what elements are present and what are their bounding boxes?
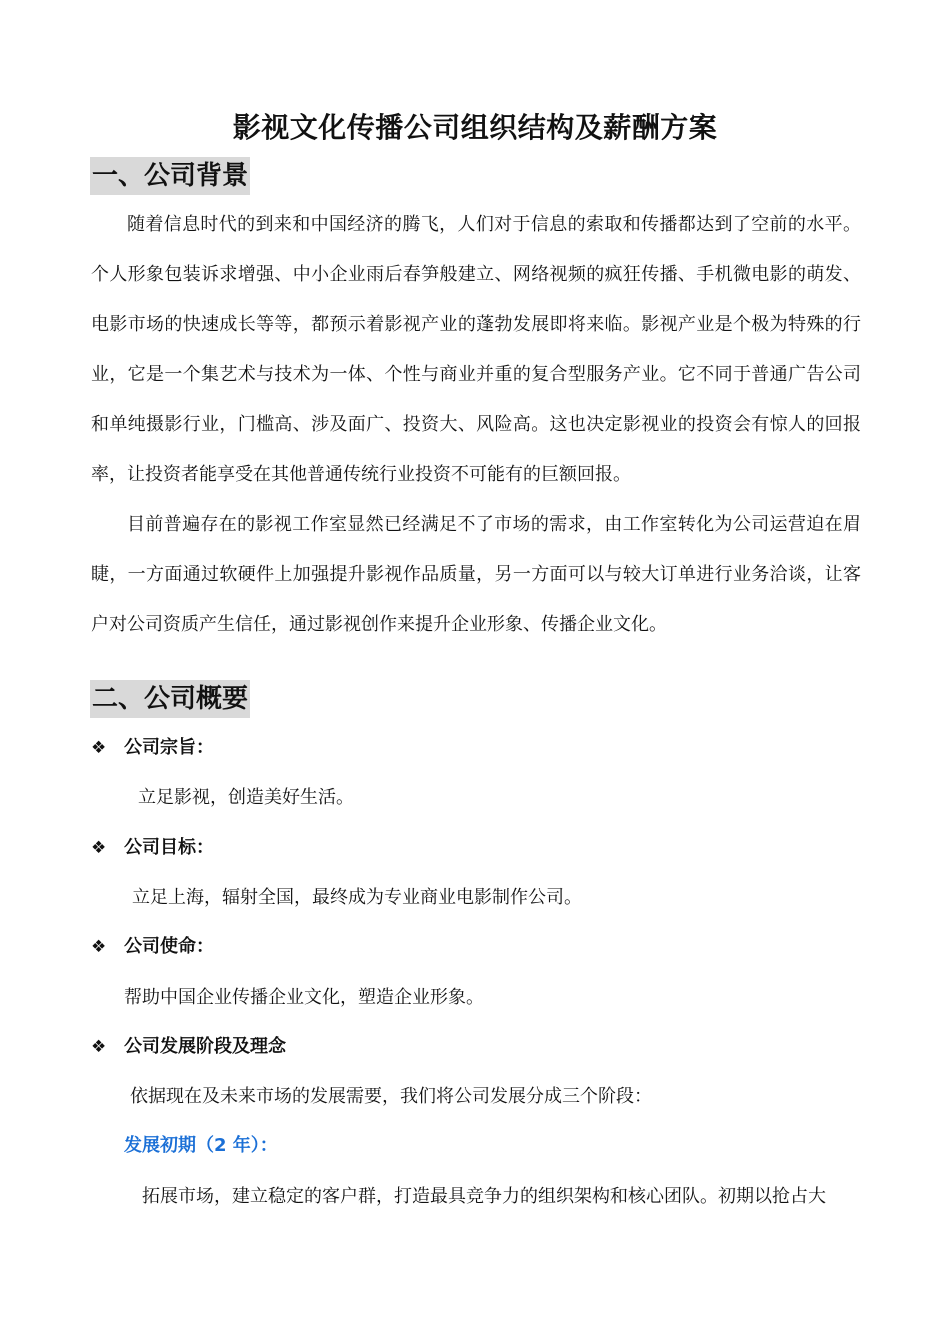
mission-text: 帮助中国企业传播企业文化，塑造企业形象。 <box>124 987 484 1008</box>
stage-initial-text: 拓展市场，建立稳定的客户群，打造最具竞争力的组织架构和核心团队。初期以抢占大 <box>142 1186 826 1207</box>
bullet-purpose <box>91 735 214 761</box>
section-heading-background: 一、公司背景 <box>90 157 250 195</box>
diamond-bullet-icon: ❖ <box>91 838 107 858</box>
purpose-text: 立足影视，创造美好生活。 <box>138 787 354 808</box>
background-paragraph-1: 随着信息时代的到来和中国经济的腾飞，人们对于信息的索取和传播都达到了空前的水平。个人形象包装诉求增强、中小企业雨后春笋般建立、网络视频的疯狂传播、手机微电影的萌发、电影市场的快速成长等等，都预示着影视产业的蓬勃发展即将来临。影视产业是个极为特殊的行业，它是一个集艺术与技术为一体、个性与商业并重的复合型服务产业。它不同于普通广告公司和单纯摄影行业，门槛高、涉及面广、投资大、风险高。这也决定影视业的投资会有惊人的回报率，让投资者能享受在其他普通传统行业投资不可能有的巨额回报。 <box>91 214 861 485</box>
diamond-bullet-icon: ❖ <box>91 738 107 758</box>
stages-intro-text: 依据现在及未来市场的发展需要，我们将公司发展分成三个阶段： <box>130 1086 652 1107</box>
diamond-bullet-icon: ❖ <box>91 1037 107 1057</box>
bullet-label: 公司使命： <box>124 936 214 957</box>
goal-text: 立足上海，辐射全国，最终成为专业商业电影制作公司。 <box>132 887 582 908</box>
bullet-label: 公司目标： <box>124 837 214 858</box>
document-title: 影视文化传播公司组织结构及薪酬方案 <box>232 111 718 144</box>
bullet-mission <box>91 934 214 960</box>
bullet-goal <box>91 835 214 861</box>
stage-initial-label: 发展初期（2 年）： <box>124 1135 278 1156</box>
section-heading-overview: 二、公司概要 <box>90 680 250 718</box>
bullet-label: 公司宗旨： <box>124 737 214 758</box>
diamond-bullet-icon: ❖ <box>91 937 107 957</box>
bullet-label: 公司发展阶段及理念 <box>124 1036 286 1057</box>
background-paragraph-2: 目前普遍存在的影视工作室显然已经满足不了市场的需求，由工作室转化为公司运营迫在眉睫，一方面通过软硬件上加强提升影视作品质量，另一方面可以与较大订单进行业务洽谈，让客户对公司资质产生信任，通过影视创作来提升企业形象、传播企业文化。 <box>91 514 861 635</box>
bullet-stages <box>91 1034 286 1060</box>
